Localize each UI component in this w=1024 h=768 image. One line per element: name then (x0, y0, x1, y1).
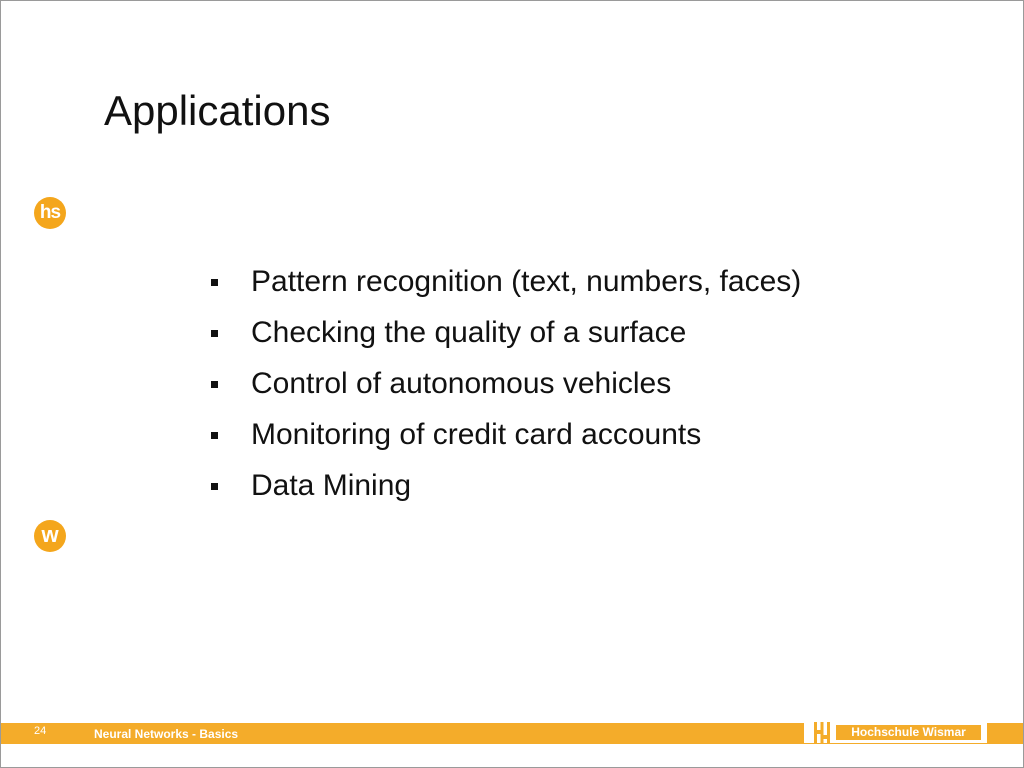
bullet-text: Pattern recognition (text, numbers, faces) (251, 265, 802, 298)
bullet-text: Control of autonomous vehicles (251, 367, 672, 400)
brand-logo (804, 721, 987, 743)
footer-bar (1, 723, 1023, 744)
slide-title: Applications (104, 87, 331, 134)
square-bullet-icon (211, 330, 218, 337)
square-bullet-icon (211, 432, 218, 439)
bullet-text: Checking the quality of a surface (251, 316, 687, 349)
square-bullet-icon (211, 279, 218, 286)
square-bullet-icon (211, 381, 218, 388)
footer-title: Neural Networks - Basics (94, 727, 239, 741)
brand-name: Hochschule Wismar (836, 725, 981, 740)
bullet-text: Data Mining (251, 469, 412, 502)
hochschule-wismar-logo-icon (814, 722, 830, 744)
page-number: 24 (34, 725, 47, 737)
square-bullet-icon (211, 483, 218, 490)
bullet-text: Monitoring of credit card accounts (251, 418, 702, 451)
hs-logo-icon: hs (34, 197, 66, 229)
w-logo-icon: w (34, 520, 66, 552)
